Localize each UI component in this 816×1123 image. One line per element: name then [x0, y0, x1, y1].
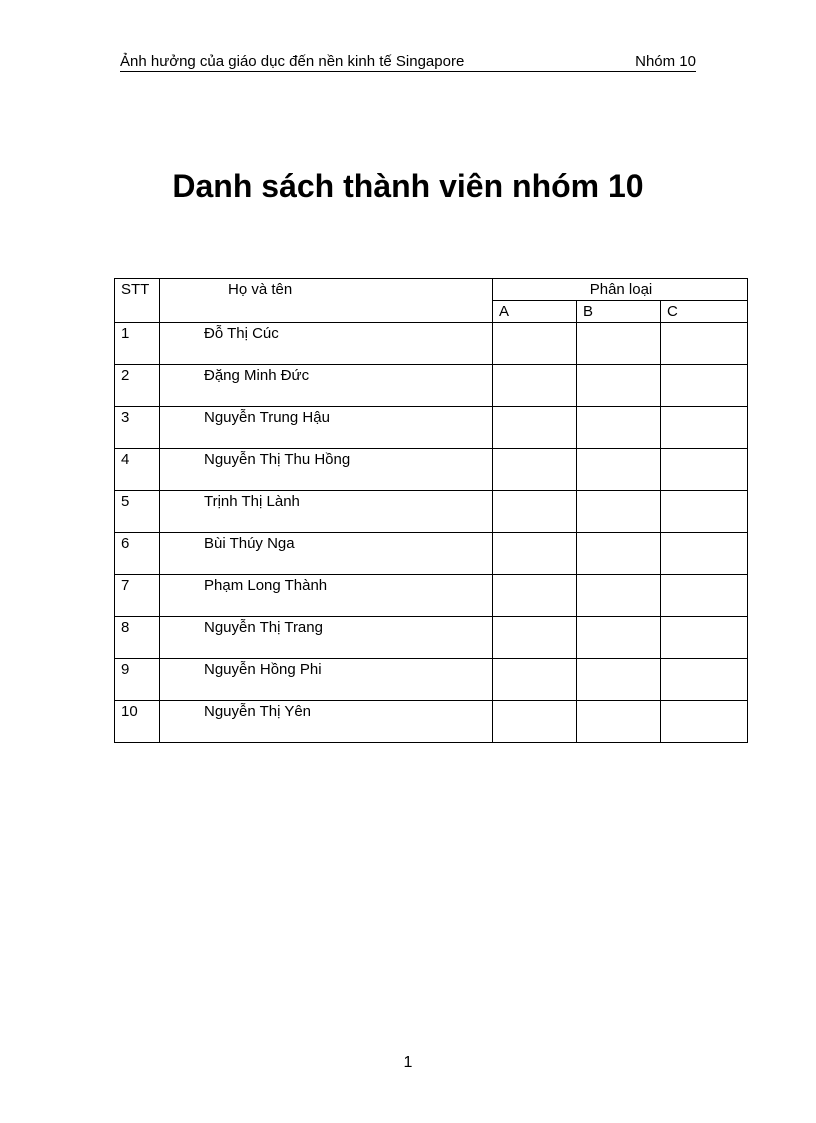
row-name: Đặng Minh Đức — [160, 365, 493, 407]
row-class-a-cell — [493, 659, 577, 701]
row-class-c-cell — [661, 617, 748, 659]
table-row — [115, 575, 748, 617]
table-row — [115, 491, 748, 533]
row-class-b-cell — [577, 533, 661, 575]
row-stt: 8 — [115, 617, 160, 659]
header-document-title: Ảnh hưởng của giáo dục đến nền kinh tế Singapore — [120, 53, 465, 70]
row-class-a-cell — [493, 701, 577, 743]
row-class-b-cell — [577, 365, 661, 407]
row-class-c-cell — [661, 365, 748, 407]
row-name: Đỗ Thị Cúc — [160, 323, 493, 365]
row-name: Trịnh Thị Lành — [160, 491, 493, 533]
row-name: Nguyễn Thị Trang — [160, 617, 493, 659]
row-class-c-cell — [661, 533, 748, 575]
row-class-b-cell — [577, 491, 661, 533]
header-class-b: B — [577, 301, 661, 323]
row-class-b-cell — [577, 323, 661, 365]
row-class-b-cell — [577, 659, 661, 701]
row-stt: 9 — [115, 659, 160, 701]
table-row — [115, 659, 748, 701]
row-stt: 10 — [115, 701, 160, 743]
row-class-b-cell — [577, 449, 661, 491]
row-class-a-cell — [493, 365, 577, 407]
page-number: 1 — [403, 1054, 413, 1071]
row-class-b-cell — [577, 701, 661, 743]
row-class-c-cell — [661, 407, 748, 449]
row-class-c-cell — [661, 659, 748, 701]
member-table — [114, 278, 748, 743]
row-name: Nguyễn Hồng Phi — [160, 659, 493, 701]
row-class-a-cell — [493, 323, 577, 365]
row-name: Nguyễn Thị Yên — [160, 701, 493, 743]
row-name: Phạm Long Thành — [160, 575, 493, 617]
row-class-a-cell — [493, 617, 577, 659]
table-row — [115, 701, 748, 743]
header-class-c: C — [661, 301, 748, 323]
row-name: Nguyễn Thị Thu Hồng — [160, 449, 493, 491]
row-stt: 7 — [115, 575, 160, 617]
table-row — [115, 617, 748, 659]
row-class-a-cell — [493, 449, 577, 491]
row-class-a-cell — [493, 575, 577, 617]
row-stt: 4 — [115, 449, 160, 491]
header-name: Họ và tên — [160, 279, 493, 323]
row-class-c-cell — [661, 323, 748, 365]
row-class-b-cell — [577, 617, 661, 659]
table-row — [115, 323, 748, 365]
page-title: Danh sách thành viên nhóm 10 — [172, 168, 644, 204]
table-row — [115, 449, 748, 491]
row-stt: 6 — [115, 533, 160, 575]
row-class-a-cell — [493, 533, 577, 575]
row-stt: 2 — [115, 365, 160, 407]
row-stt: 3 — [115, 407, 160, 449]
table-row — [115, 407, 748, 449]
table-row — [115, 365, 748, 407]
row-class-c-cell — [661, 491, 748, 533]
header-stt: STT — [115, 279, 160, 323]
row-class-a-cell — [493, 407, 577, 449]
table-row — [115, 533, 748, 575]
table-header-row — [115, 279, 748, 301]
row-class-c-cell — [661, 575, 748, 617]
row-class-a-cell — [493, 491, 577, 533]
page-header — [120, 53, 696, 72]
row-name: Bùi Thúy Nga — [160, 533, 493, 575]
row-class-c-cell — [661, 701, 748, 743]
row-class-b-cell — [577, 575, 661, 617]
row-name: Nguyễn Trung Hậu — [160, 407, 493, 449]
row-class-b-cell — [577, 407, 661, 449]
row-stt: 1 — [115, 323, 160, 365]
header-class-a: A — [493, 301, 577, 323]
header-classification: Phân loại — [493, 279, 748, 301]
row-class-c-cell — [661, 449, 748, 491]
header-group-label: Nhóm 10 — [635, 53, 696, 70]
row-stt: 5 — [115, 491, 160, 533]
